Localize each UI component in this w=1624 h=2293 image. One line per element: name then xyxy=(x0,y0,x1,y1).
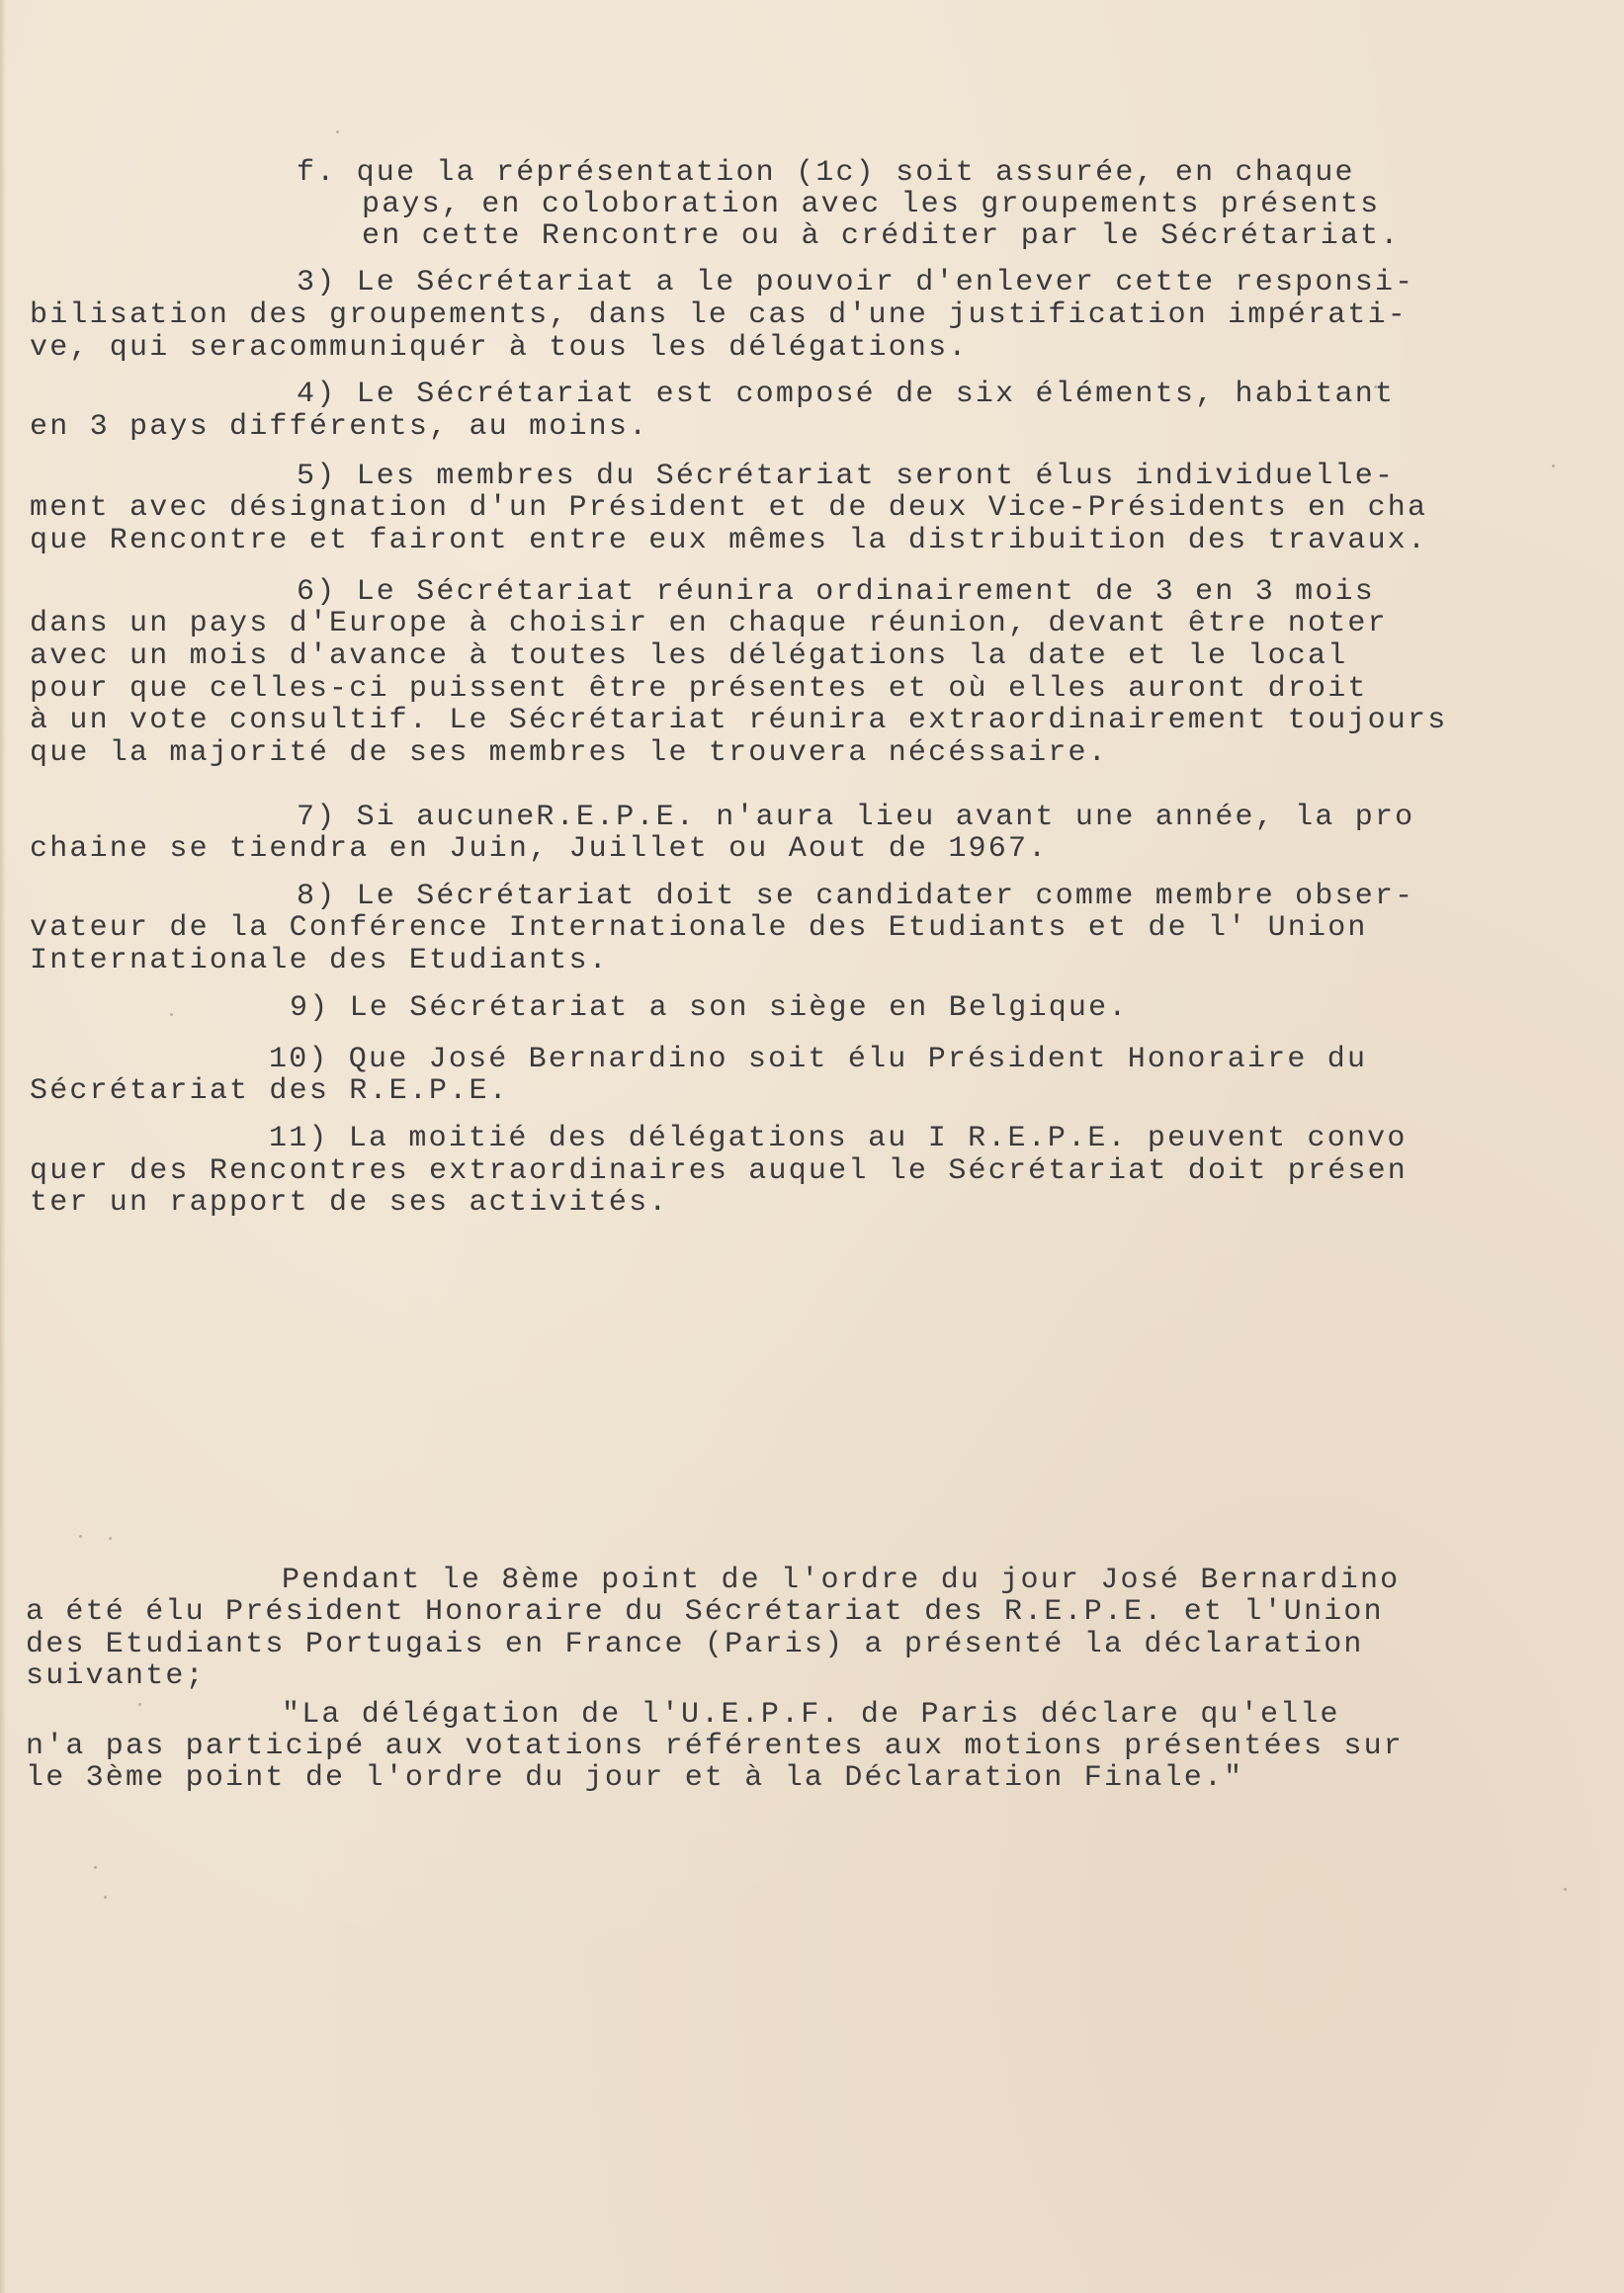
text-line: 3) Le Sécrétariat a le pouvoir d'enlever cette responsi- xyxy=(297,266,1415,299)
text-line: pays, en coloboration avec les groupements présents xyxy=(362,188,1381,221)
text-line: 5) Les membres du Sécrétariat seront élus individuelle- xyxy=(297,460,1396,493)
paper-speck xyxy=(1374,385,1377,388)
text-line: 7) Si aucuneR.E.P.E. n'aura lieu avant une année, la pro xyxy=(297,801,1415,834)
text-line: f. que la réprésentation (1c) soit assurée, en chaque xyxy=(297,156,1355,190)
paper-speck xyxy=(94,1866,97,1869)
paper-speck xyxy=(104,1896,107,1899)
text-line: Pendant le 8ème point de l'ordre du jour José Bernardino xyxy=(282,1564,1401,1597)
paper-speck xyxy=(109,1537,112,1540)
text-line: le 3ème point de l'ordre du jour et à la Déclaration Finale." xyxy=(26,1761,1244,1795)
paper-speck xyxy=(79,1535,82,1538)
text-line: que la majorité de ses membres le trouvera nécéssaire. xyxy=(30,736,1108,770)
text-line: Sécrétariat des R.E.P.E. xyxy=(30,1074,509,1108)
text-line: en cette Rencontre ou à créditer par le Sécrétariat. xyxy=(362,219,1401,253)
text-line: 8) Le Sécrétariat doit se candidater comme membre obser- xyxy=(297,880,1415,913)
paper-speck xyxy=(336,130,339,133)
text-line: chaine se tiendra en Juin, Juillet ou Aout de 1967. xyxy=(30,832,1049,866)
text-line: 10) Que José Bernardino soit élu Président Honoraire du xyxy=(269,1043,1368,1076)
text-line: des Etudiants Portugais en France (Paris) a présenté la déclaration xyxy=(26,1628,1364,1661)
text-line: quer des Rencontres extraordinaires auquel le Sécrétariat doit présen xyxy=(30,1154,1409,1188)
text-line: à un vote consultif. Le Sécrétariat réunira extraordinairement toujours xyxy=(30,704,1448,737)
text-line: pour que celles-ci puissent être présentes et où elles auront droit xyxy=(30,672,1368,706)
text-line: n'a pas participé aux votations référentes aux motions présentées sur xyxy=(26,1730,1405,1763)
text-line: "La délégation de l'U.E.P.F. de Paris déclare qu'elle xyxy=(282,1698,1340,1732)
text-line: ment avec désignation d'un Président et de deux Vice-Présidents en cha xyxy=(30,491,1428,525)
text-line: avec un mois d'avance à toutes les délégations la date et le local xyxy=(30,639,1348,673)
text-line: suivante; xyxy=(26,1659,206,1693)
text-line: que Rencontre et fairont entre eux mêmes la distribuition des travaux. xyxy=(30,524,1428,557)
text-line: dans un pays d'Europe à choisir en chaque réunion, devant être noter xyxy=(30,607,1388,640)
paper-speck xyxy=(138,1703,141,1706)
text-line: 6) Le Sécrétariat réunira ordinairement de 3 en 3 mois xyxy=(297,575,1375,609)
text-line: 4) Le Sécrétariat est composé de six éléments, habitant xyxy=(297,378,1396,411)
paper-speck xyxy=(1564,1888,1567,1891)
text-line: en 3 pays différents, au moins. xyxy=(30,410,649,444)
text-line: vateur de la Conférence Internationale des Etudiants et de l' Union xyxy=(30,911,1368,945)
text-line: bilisation des groupements, dans le cas d'une justification impérati- xyxy=(30,298,1409,332)
paper-speck xyxy=(1552,465,1555,467)
text-line: ve, qui seracommuniquér à tous les délégations. xyxy=(30,331,969,365)
paper-edge-shadow xyxy=(0,0,6,2293)
text-line: ter un rapport de ses activités. xyxy=(30,1186,669,1220)
text-line: 9) Le Sécrétariat a son siège en Belgique. xyxy=(290,991,1129,1025)
paper-speck xyxy=(170,1013,173,1016)
text-line: Internationale des Etudiants. xyxy=(30,944,609,977)
text-line: 11) La moitié des délégations au I R.E.P.E. peuvent convo xyxy=(269,1122,1408,1155)
text-line: a été élu Président Honoraire du Sécrétariat des R.E.P.E. et l'Union xyxy=(26,1595,1384,1629)
